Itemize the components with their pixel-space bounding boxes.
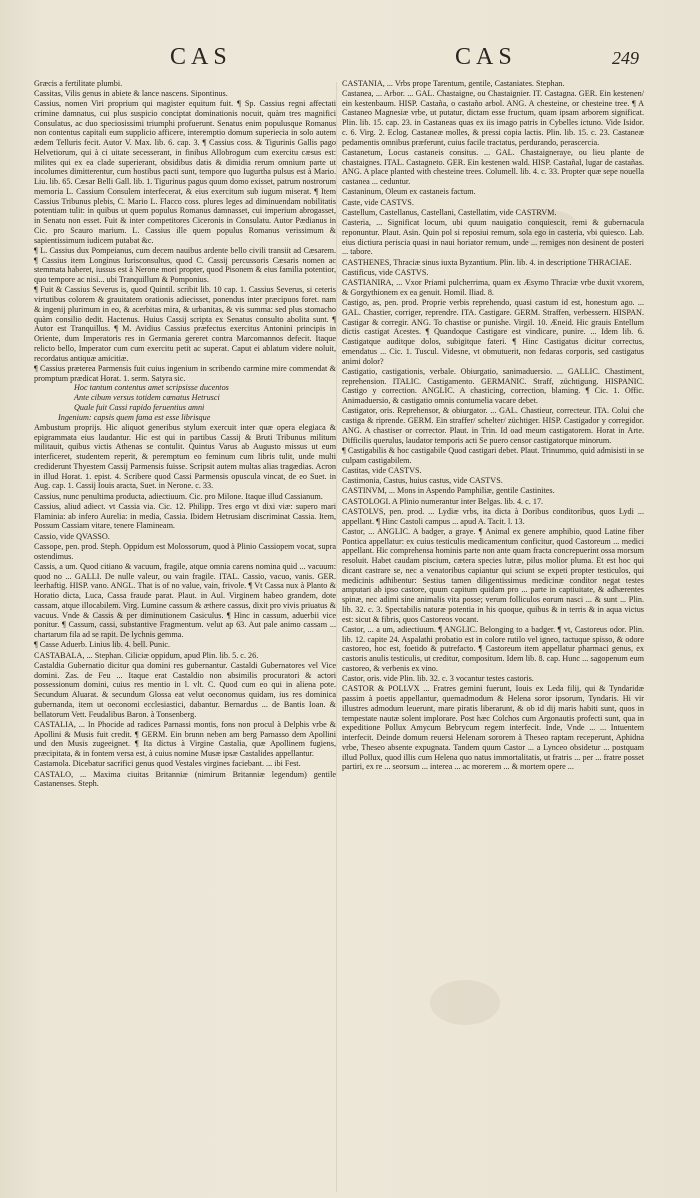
dictionary-entry: CASTALO, ... Maxima ciuitas Britanniæ (nimirum Britanniæ legendum) gentile Castanenses. Steph.	[34, 769, 336, 789]
dictionary-entry: ¶ Cassius præterea Parmensis fuit cuius ingenium in scribendo carmine mire commendat & promptum prædicat Horat. 1. serm. Satyra sic.	[34, 363, 336, 383]
dictionary-entry: ¶ Castigabilis & hoc castigabile Quod castigari debet. Plaut. Trinummo, quid admisisti in se culpam castigabilem.	[342, 445, 644, 465]
dictionary-entry: Cassio, vide QVASSO.	[34, 531, 110, 541]
dictionary-entry: Castor, ... a um, adiectiuum. ¶ ANGLIC. Belonging to a badger. ¶ vt, Castoreus odor. Plin. lib. 12. capite 24. Aspalathi probatio est in colore rutilo vel igneo, tactuque spisso, & odore castoreo, hoc est, foetido & putrefacto. ¶ Castoreum item appellatur pharmaci genus, ex castoris anulis testiculis, ut creditur, compositum. Idem lib. 8. cap. Hunc ... sagopenum eum castoreo, & verbenis ex vino.	[342, 624, 644, 673]
dictionary-entry: Cassius, nunc penultima producta, adiectiuum. Cic. pro Milone. Itaque illud Cassianum.	[34, 491, 323, 501]
dictionary-entry: Casteria, ... Significat locum, ubi quum nauigatio conquiescit, remi & gubernacula reponuntur. Plaut. Asin. Quin pol si reposiui remum, sola ego in casteria, vbi quiesco. Lab. eius dictiura periscia quasi in naui horiator remum, unde ... remiges non desinent de posteri ... tabore.	[342, 218, 644, 257]
dictionary-entry: CASTINVM, ... Mons in Aspendo Pamphiliæ, gentile Castinites.	[342, 486, 555, 496]
dictionary-entry: CASTALIA, ... In Phocide ad radices Parnassi montis, fons non procul à Delphis vrbe & Apollini & Musis fuit credit. ¶ GERM. Ein brunn neben am berg Parnasso dem Apollini und den Musis zugeeignet. ¶ Ita dictus à Virgine Castalia, quæ Apollinem fugiens, præcipitata, & in fontem versa est, à cuius nomine Musæ ipsæ Castalides appellantur.	[34, 719, 336, 758]
verse-line: Quale fuit Cassi rapido feruentius amni	[74, 402, 205, 412]
dictionary-entry: CASTABALA, ... Stephan. Ciliciæ oppidum, apud Plin. lib. 5. c. 26.	[34, 650, 259, 660]
dictionary-entry: Ambustum proprijs. Hic aliquot generibus stylum exercuit inter quæ opera elegiaca & epigrammata eius laudantur. Hic est qui in partibus Cassij & Bruti Tribunus militum militauit, quibus victis Athenas se contulit. Quintus Varus ab Augusto missus ut eum interficeret, studentem reperit, & peremptum eo feminum cum libris tulit, unde multi crediderunt Thyestem Cassij Parmensis fuisse. Scripsit autem multas alias tragædias. Acron in illud Horat. 1. epist. 4. Scribere quod Cassi Parmensis opuscula vincat, de eo Suet. in Aug. cap. 1. Cassij Iouis aracta, Suet. in Nerone. c. 33.	[34, 422, 336, 491]
dictionary-entry: Castigo, as, pen. prod. Proprie verbis reprehendo, quasi castum id est, honestum ago. ... GAL. Chastier, corriger, reprendre. ITA. Castigare. GERM. Straffen, verbessern. HISPAN. Castigar & corregir. ANG. To chastise or punishe. Virgil. 10. Æneid. Hic grauis Entellum dictis castigat Acestes. ¶ Quandoque Castigare est vindicare, punire. ... Idem lib. 6. Castigatque auditque dolos, subigitque fateri. ¶ Hinc Castigatus dicitur correctus, emendatus ... Cic. 1. Tuscul. Videsne, vt obmutuerit, non fedaras corporis, sed castigatus animi dolor?	[342, 298, 644, 366]
page-number: 249	[612, 48, 639, 68]
dictionary-entry: Castigatio, castigationis, verbale. Obiurgatio, sanimaduersio. ... GALLIC. Chastiment, reprehension. ITALIC. Castigamento. GERMANIC. Straff, züchtigung. HISPANIC. Castigo y correction. ANGLIC. A chasticing, correction, blaming. ¶ Cic. 1. Offic. Animaduersio, & castigatio omnis contumelia vacare debet.	[342, 366, 644, 405]
verse-line: Ante cibum versus totidem cœnatus Hetrusci	[74, 393, 220, 402]
dictionary-entry: Castor, oris. vide Plin. lib. 32. c. 3 vocantur testes castoris.	[342, 674, 534, 683]
dictionary-entry: Castitas, vide CASTVS.	[342, 465, 422, 475]
dictionary-entry: Castaninum, Oleum ex castaneis factum.	[342, 187, 476, 197]
verse-line: Hoc tantum contentus amet scripsisse ducentos	[74, 383, 229, 393]
dictionary-entry: CASTOLVS, pen. prod. ... Lydiæ vrbs, ita dicta à Doribus conditoribus, quos Lydi ... appellant. ¶ Hinc Castoli campus ... apud A. Tacit. l. 13.	[342, 506, 644, 526]
dictionary-entry: Cassis, a um. Quod citiano & vacuum, fragile, atque omnia carens nomina quid ... vacuum: quod no ... GALLI. De nulle valeur, ou vain fragile. ITAL. Cassio, vacuo, vanis. GER. leerhaftig. HISP. vano. ANGL. That is of no value, vain, frivole. ¶ Vt Cassa nux à Planto & Horatio dicta, Luca, Cassa fraude parat. Plaut. in Aul. Virginem habeo grandem, dote cassam, atque illocabilem. Virg. Lumine cassum & æthere cassus, dixit pro vivis priuatus & vacuus. Vnde & Cassis & per diminutionem Casiculus. ¶ Hinc in cassum, aduerbii vice ponitur. ¶ Cassum, cassi, substantive Fragmentum. velut ap 63. Aut pale animo cassam ... chartarum fila ad se rapit. De lychnis gemma.	[34, 561, 336, 639]
dictionary-entry: Castimonia, Castus, huius castus, vide CASTVS.	[342, 476, 503, 485]
dictionary-entry: CASTOR & POLLVX ... Fratres gemini fuerunt, Iouis ex Leda filij, qui & Tyndaridæ passim à poetis appellantur, quemadmodum & Helena soror ipsorum, Tyndaris. Hi vir illustres admodum leuerunt, mare piratis liberarunt, & ob id dij maris habiti sunt, quos in tempestate nautæ solent implorare. Post hæc Colchos cum Argonautis profecti sunt, qua in expeditione Pollux Amycum Bebrycum regem interfecit. Inde, Vnde ... ... Intuentem interfecit. Deinde domum reuersi Helenam sororem à Theseo raptam receperunt, Aphidna vrbe, Theseo absente expugnata. Tandem quum Castor ... a Lynceo obsidetur ... postquam illud Pollux, quod illis cum Helena quo natus immortalitatis, ut fratris ... per ... fratre posset partiri, ex re ... seorsum ... interea ... ac morerem ... & mortem opere ...	[342, 684, 644, 772]
dictionary-entry: ¶ Fuit & Cassius Severus is, quod Quintil. scribit lib. 10 cap. 1. Cassius Severus, si ceteris virtutibus colorem & grauitatem orationis adiecisset, ponendus inter præcipuos foret. nam & ingenij plurimum in eo, & acerbitas mira, & urbanitas, & vis summa: sed plus stomacho quàm consilio dedit. Hactenus. Huius Cassij scripta ex Senatus consulto abolita sunt. ¶ Autor est Tranquillus. ¶ M. Avidius Cassius præfectus exercitus Antonini principis in Oriente, dum Imperatoris res in Germania gereret contra Marcomannos defecit. Itaque relicto bello, Imperator cum cum exercitu petit ac superat. Caput ei ablatum videre noluit, recordatus antiquæ amicitiæ.	[34, 285, 336, 363]
dictionary-entry: Cassius, aliud adiect. vt Cassia via. Cic. 12. Philipp. Tres ergo vt dixi viæ: supero mari Flaminia: ab infero Aurelia: in media, Cassia. Ibidem Hetrusiam discriminat Cassia. Item, Possum Cassiam vitare, tenere Flamineam.	[34, 501, 336, 531]
dictionary-entry: CASTANIA, ... Vrbs prope Tarentum, gentile, Castaniates. Stephan.	[342, 78, 565, 88]
dictionary-entry: Cassitas, Vilis genus in abiete & lance nascens. Sipontinus.	[34, 88, 228, 98]
verse-line: Ingenium: capsis quem fama est esse librisque	[58, 412, 211, 422]
left-running-title: CAS	[170, 44, 232, 70]
dictionary-entry: Castificus, vide CASTVS.	[342, 267, 429, 277]
running-header	[0, 40, 700, 80]
right-column	[342, 78, 644, 1190]
dictionary-entry: Castanetum, Locus castaneis consitus. ... GAL. Chastaigneraye, ou lieu plante de chastaignes. ITAL. Castagneto. GER. Ein kestenen wald. HISP. Castañal, lugar de castañas. ANG. A place planted with chesteine trees. Columell. lib. 4. c. 33. Propter quæ sepe nouella castanea ... ceduntur.	[342, 147, 644, 186]
dictionary-entry: CASTOLOGI. A Plinio numerantur inter Belgas. lib. 4. c. 17.	[342, 496, 544, 506]
dictionary-entry: Castellum, Castellanus, Castellani, Castellatim, vide CASTRVM.	[342, 207, 557, 217]
dictionary-entry: Castigator, oris. Reprehensor, & obiurgator. ... GAL. Chastieur, correcteur. ITA. Colui che castiga & riprende. GERM. Ein straffer/ schelter/ züchtiger. HISP. Castigador y corregidor. ANG. A chastiser or corrector. Plaut. in Trin. Id oad meum castigatorem. Horat in Arte. Difficilis querulus, laudator temporis acti Se puero censor castigatorque minorum.	[342, 406, 644, 445]
dictionary-entry: Castaldia Gubernatio dicitur qua domini res gubernantur. Castaldi Gubernatores vel Vice domini. Zas. de Feu ... Itaque erat Castaldio non absimilis procuratori & actori possessionum domini, cuius res mentio in l. vlt. C. Quod cum eo qui in aliena pote. Secundum Aluarat. & secundum Glossa eat velut oeconomus quidam, ius res dominica gubernanda, item ut oeconomi ecclesiastici, dabantur. Bernardus ... de Bantis Ioan. & bellatorum Vett. Feudalibus Baron. à Tonsenberg.	[34, 660, 336, 719]
column-gutter	[336, 82, 337, 1192]
dictionary-entry: CASTHENES, Thraciæ sinus iuxta Byzantium. Plin. lib. 4. in descriptione THRACIAE.	[342, 257, 632, 267]
dictionary-entry: Cassius, nomen Viri proprium qui magister equitum fuit. ¶ Sp. Cassius regni affectati crimine damnatus, cui plus suspicio conciptat dominationis nocuit, quàm tres magnifici Consulatus, ac duo speciosissimi triumphi profuerunt. Senatus enim populusque Romanus non contentus capitali eum supplicio afficere, interemptio domum superiecia in solo autem ædem Telluris fecit. Autor V. Max. lib. 6. cap. 3. ¶ Cassius coss. & Tigurinis Gallis pago Helvetiorum, qui à ci uitate secesserant, in finibus Allobrogum cum exercitu cæsus est: milites qui ex ea clade superierant, obsidibus datis & dimidia rerum omnium parte ut incolumes dimitterentur, cum hostibus pacti sunt, tempore quo Iugurtha pulsus est à Mario. Liu. lib. 65. Cæsar Belli Gall. lib. 1. Tigurinus pagus quum domo exisset, patrum nostrorum memoria L. Cassium Consulem interfecerat, & eius exercitum sub iugum miserat. ¶ Item Cassius Tribunus plebis, C. Mario L. Flacco coss. plures leges ad diminuendam nobilitatis potentiam tulit: in quibus ut quem populus Romanus damnasset, cui imperium abrogasset, in Senatu non esset. Fuit & inter competitores Ciceronis in Consulatu. Autor Pædianus in Cic. pro Scauro marium. L. Cassius ille quem populus Romanus verissimum & sapientissimum iudicem putabat &c.	[34, 99, 336, 245]
dictionary-entry: Castanea, ... Arbor. ... GAL. Chastaigne, ou Chastaignier. IT. Castagna. GER. Ein kestenen/ ein kestenbaum. HISP. Castaña, o castaño arbol. ANG. A chesteine, or chesteine tree. ¶ A Castaneo Magnesiæ vrbe, ut putatur, dictam esse fructum, quam ipsam arborem significat. Plin. lib. 15. cap. 23. in Castaneas quas ex iis imago patris in Cybelles ictuno. Vide Isidor. c. 6. Virg. 2. Eclog. Castaneæ molles, & pressi copia lactis. Plin. lib. 15. c. 23. Castaneæ pedamentis omnibus præferunt, cuius facile tractatus, perdurando, perascercia.	[342, 88, 644, 147]
dictionary-entry: Cassope, pen. prod. Steph. Oppidum est Molossorum, quod à Plinio Cassiopem vocat, supra ostendimus.	[34, 541, 336, 561]
dictionary-entry: ¶ Casse Aduerb. Linius lib. 4. bell. Punic.	[34, 640, 171, 650]
dictionary-entry: CASTIANIRA, ... Vxor Priami pulcherrima, quam ex Æsymo Thraciæ vrbe duxit vxorem, & Gorgythionem ex ea genuit. Homil. Iliad. 8.	[342, 278, 644, 297]
dictionary-entry: Caste, vide CASTVS.	[342, 197, 414, 207]
dictionary-entry: Castamola. Dicebatur sacrifici genus quod Vestales virgines faciebant. ... ibi Fest.	[34, 759, 301, 769]
dictionary-entry: Castor, ... ANGLIC. A badger, a graye. ¶ Animal ex genere amphibio, quod Latine fiber Pontica appellatur: ex cuius testiculis medicamentum conficitur, quod Castoreum ... medici appellant. Hic comprehensa hominis parte non ante quam fracta concrepuerint ossa morsum resoluit. Habet caudam piscium, cætera species lutræ, pilus molior pluma. Et est hoc qui dicant castrare se, nec a venatoribus capiantur qui sciunt se expeti propter testiculos, qui medicinis adhibentur: Sestius tamen diligentissimus medicinæ conditor negat testes amputari ab ipso castore, quum capitum quidam pro ... parte in captiuitate, & adhærentes spinæ, nec adimi sine animalis vita posse; verum folliculos eorum nasci ... & sunt ... Plin. lib. 32. c. 3. Spectabilis naturæ potentia in his quoque, quibus & in terris & in aqua victus est: sicut & fibris, quos Castoreos vocant.	[342, 526, 644, 624]
dictionary-entry: Græcis a fertilitate plumbi.	[34, 78, 123, 88]
left-column	[34, 78, 336, 1190]
right-running-title: CAS	[455, 44, 517, 70]
dictionary-entry: ¶ L. Cassius dux Pompeianus, cum decem nauibus ardente bello civili transiit ad Cæsarem. ¶ Cassius item Longinus Iurisconsultus, quod C. Cassij percussoris Cæsaris nomen ac stemmata haberet, iussus est à Nerone mori propter, quod Pisonem & eius familia potentior, quo tempore ac nisi... ubi Tranquillum & Pomponius.	[34, 245, 336, 284]
